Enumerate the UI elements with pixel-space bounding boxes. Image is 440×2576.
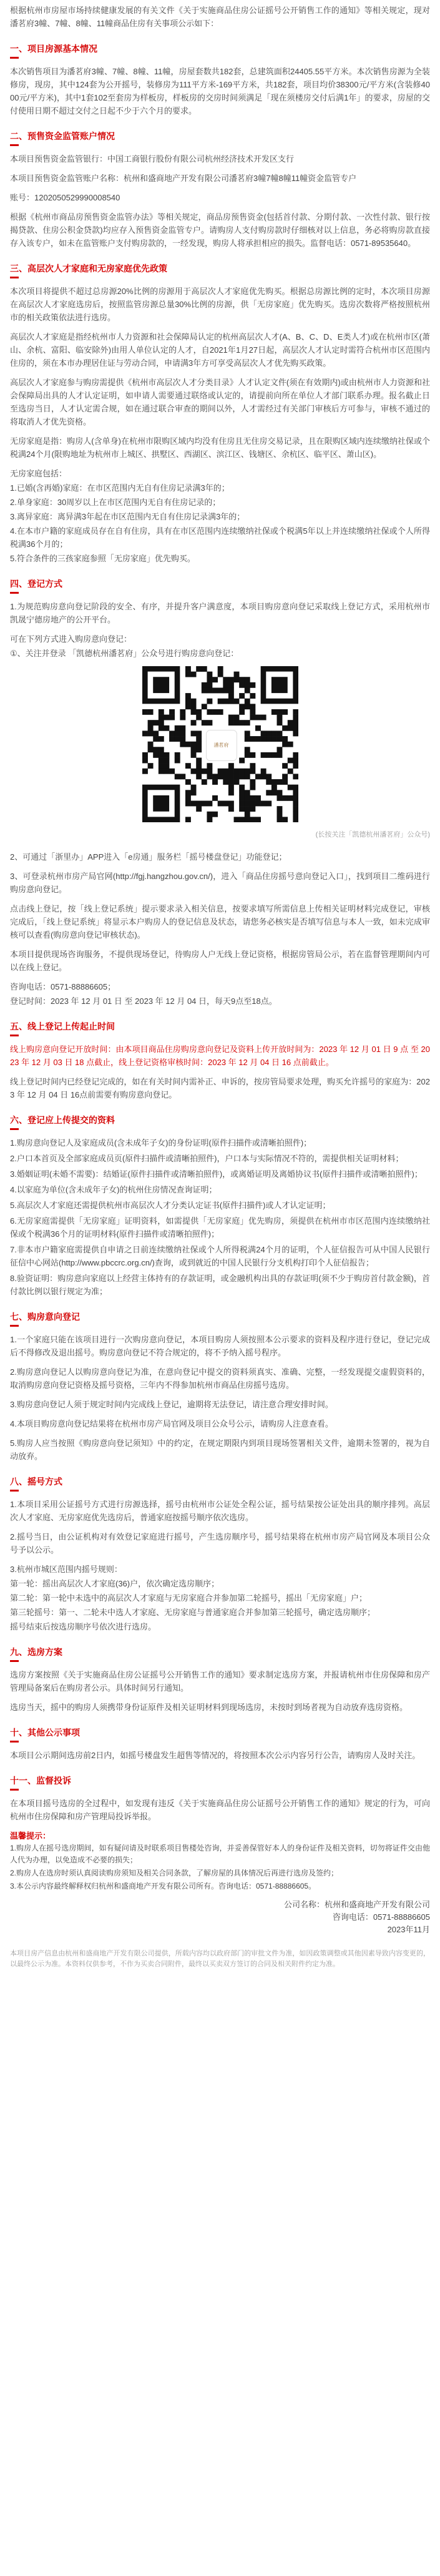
list-item: 8.验资证明：购房意向家庭以上经营主体持有的存款证明，或金融机构出具的存款证明(须不少于购房首付款金额)，首付款比例以银行规定为准； xyxy=(10,1274,430,1296)
section-8-p1: 1.本项目采用公证摇号方式进行房源选择，摇号由杭州市公证处全程公证，摇号结果按公证处出具的顺序排列。高层次人才家庭、无房家庭优先选房后，普通家庭按摇号顺序依次选房。 xyxy=(10,1500,430,1522)
section-8-list xyxy=(10,1577,430,1633)
signature-block xyxy=(10,1899,430,1936)
section-2-p4: 根据《杭州市商品房预售资金监管办法》等相关规定，商品房预售资金(包括首付款、分期付款、一次性付款、银行按揭贷款、住房公积金贷款)均应存入预售资金监管专户。请购房人支付购房款时仔细核对以上信息，务必将购房款直接存入该专户，如未在监管账户支付购房款的，一经发现，购房人将承担相应的损失。监督电话：0571-89535640。 xyxy=(10,212,430,248)
section-3-p3: 高层次人才家庭参与购房需提供《杭州市高层次人才分类目录》人才认定文件(须在有效期内)或由杭州市人力资源和社会保障局出具的人才认定证明，如申请人需要通过联络或认定的，请提前向所在单位人才部门联系办理。报名截止日至选房当日，人才认定需合规，如在通过联合审查的期间以外，人才需经过有关部门审核后方可参与，审核不通过的将取消人才优先资格。 xyxy=(10,378,430,426)
section-1-p1: 本次销售项目为潘茗府3幢、7幢、8幢、11幢，房屋套数共182套，总建筑面积24405.55平方米。本次销售房源为全装修房，现房，其中124套为公开摇号，装修房为111平方米-169平方米，共182套，项目均价38300元/平方米(含装修4000元/平方米)，其中1套102至套房为样板房，样板房的交房时间须满足「现在须楼房交付后满1年」的要求，房屋的交付使用日期不超过交付之日起不少于六个月的要求。 xyxy=(10,67,430,116)
section-5 xyxy=(10,1020,430,1101)
list-item: 1.已婚(含再婚)家庭：在市区范围内无自有住房记录满3年的； xyxy=(10,483,230,493)
section-8-p2: 2.摇号当日，由公证机构对有效登记家庭进行摇号，产生选房顺序号，摇号结果将在杭州市房产局官网及本项目公众号予以公示。 xyxy=(10,1532,430,1555)
section-2-p3: 账号：1202050529990008540 xyxy=(10,193,120,202)
list-item: 第三轮摇号：第一、二轮未中选人才家庭、无房家庭与普通家庭合并参加第三轮摇号，确定选房顺序； xyxy=(10,1608,376,1617)
qr-code[interactable] xyxy=(142,666,298,822)
tips-title: 温馨提示： xyxy=(10,1831,51,1841)
section-3-p4: 无房家庭是指：购房人(含单身)在杭州市限购区域内均没有住房且无住房交易记录，且在限购区域内连续缴纳社保或个税满24个月(限购地址为杭州市上城区、拱墅区、西湖区、滨江区、钱塘区、余杭区、临平区、萧山区)。 xyxy=(10,436,430,459)
section-4-p8: 咨询电话：0571-88886605； xyxy=(10,982,116,991)
footer-text: 本项目房产信息由杭州和盛商地产开发有限公司提供，所载内容均以政府部门的审批文件为准，如因政策调整或其他因素导致内容变更的，以最终公示为准。本资料仅供参考，不作为买卖合同附件，最终以买卖双方签订的合同及相关附件约定为准。 xyxy=(10,1950,430,1968)
section-5-title: 五、线上登记上传起止时间 xyxy=(10,1021,115,1031)
section-divider xyxy=(10,592,19,594)
list-item: 第一轮：摇出高层次人才家庭(36)户，依次确定选房顺序； xyxy=(10,1579,220,1588)
section-3-title: 三、高层次人才家庭和无房家庭优先政策 xyxy=(10,263,167,273)
section-7-p1: 1.一个家庭只能在该项目进行一次购房意向登记，本项目购房人须按照本公示要求的资料及程序进行登记，登记完成后不得修改及退出摇号。购房意向登记不符合规定的，将不予纳入摇号程序。 xyxy=(10,1335,430,1357)
section-divider xyxy=(10,277,19,278)
section-10-title: 十、其他公示事项 xyxy=(10,1728,80,1738)
list-item: 7.非本市户籍家庭需提供自申请之日前连续缴纳社保或个人所得税满24个月的证明，个人征信报告可从中国人民银行征信中心网站(http://www.pbccrc.org.cn/)查询，或到就近的中国人民银行分支机构打印个人征信报告； xyxy=(10,1245,430,1267)
section-divider xyxy=(10,1128,19,1130)
list-item: 2.单身家庭：30周岁以上在市区范围内无自有住房记录的； xyxy=(10,498,221,507)
list-item: 4.在本市户籍的家庭成员存在自有住房，具有在市区范围内连续缴纳社保或个税满5年以上并连续缴纳社保或个人所得税满36个月的； xyxy=(10,526,430,549)
list-item: 5.符合条件的三孩家庭参照「无房家庭」优先购买。 xyxy=(10,554,195,563)
section-4-p2: 可在下列方式进入购房意向登记： xyxy=(10,634,132,644)
section-8-p3: 3.杭州市城区范围内摇号规则： xyxy=(10,1565,122,1574)
signature-company: 公司名称：杭州和盛商地产开发有限公司 xyxy=(283,1900,430,1909)
list-item: 1.购房意向登记人及家庭成员(含未成年子女)的身份证明(原件扫描件或清晰拍照件)； xyxy=(10,1138,312,1148)
section-11-title: 十一、监督投诉 xyxy=(10,1776,71,1786)
section-4-p1: 1.为规范购房意向登记阶段的安全、有序，并提升客户满意度，本项目购房意向登记采取线上登记方式，采用杭州市凯晟宁德房地产的公开平台。 xyxy=(10,602,430,624)
list-item: 3.婚姻证明(未婚不需要)：结婚证(原件扫描件或清晰拍照件)，或离婚证明及离婚协议书(原件扫描件或清晰拍照件)； xyxy=(10,1169,423,1179)
section-8 xyxy=(10,1475,430,1633)
qr-logo-label: 潘茗府 xyxy=(213,742,229,748)
section-divider xyxy=(10,57,19,59)
section-divider xyxy=(10,1490,19,1492)
section-7-title: 七、购房意向登记 xyxy=(10,1312,80,1322)
section-2-p2: 本项目预售资金监管账户名称：杭州和盛商地产开发有限公司潘茗府3幢7幢8幢11幢资金监管专户 xyxy=(10,174,357,183)
list-item: 第二轮：第一轮中未选中的高层次人才家庭与无房家庭合并参加第二轮摇号，摇出「无房家庭」户； xyxy=(10,1593,368,1603)
section-10 xyxy=(10,1726,430,1762)
section-9-title: 九、选房方案 xyxy=(10,1647,62,1657)
section-8-title: 八、摇号方式 xyxy=(10,1477,62,1487)
section-4-title: 四、登记方式 xyxy=(10,579,62,589)
section-divider xyxy=(10,1789,19,1791)
intro-paragraph: 根据杭州市房屋市场持续健康发展的有关文件《关于实施商品住房公证摇号公开销售工作的通知》等相关规定，现对潘茗府3幢、7幢、8幢、11幢商品住房有关事项公示如下： xyxy=(10,6,430,28)
section-4 xyxy=(10,578,430,1008)
section-divider xyxy=(10,1035,19,1036)
section-3-p5: 无房家庭包括： xyxy=(10,469,67,478)
section-7-p2: 2.购房意向登记人以购房意向登记为准，在意向登记中提交的资料须真实、准确、完整，一经发现提交虚假资料的，取消购房意向登记资格及摇号资格，三年内不得参加杭州市商品住房摇号选房。 xyxy=(10,1367,430,1390)
section-7 xyxy=(10,1310,430,1463)
section-3-list xyxy=(10,481,430,565)
list-item: 3.离异家庭：离异满3年起在市区范围内无自有住房记录满3年的； xyxy=(10,512,245,521)
signature-phone: 咨询电话：0571-88886605 xyxy=(332,1912,430,1922)
section-7-p5: 5.购房人应当按照《购房意向登记须知》中的约定，在规定期限内到项目现场签署相关文件，逾期未签署的，视为自动放弃。 xyxy=(10,1438,430,1461)
section-11-p1: 在本项目摇号选房的全过程中，如发现有违反《关于实施商品住房公证摇号公开销售工作的通知》规定的行为，可向杭州市住房保障和房产管理局投诉举报。 xyxy=(10,1799,430,1821)
section-divider xyxy=(10,144,19,146)
section-divider xyxy=(10,1660,19,1662)
tips-item: 2.购房人在选房时须认真阅读购房须知及相关合同条款，了解房屋的具体情况后再进行选房及签约； xyxy=(10,1869,339,1877)
section-4-p4: 2、可通过「浙里办」APP进入「e房通」服务栏「摇号楼盘登记」功能登记； xyxy=(10,852,287,862)
section-6-list xyxy=(10,1136,430,1298)
section-11 xyxy=(10,1774,430,1823)
section-4-p5: 3、可登录杭州市房产局官网(http://fgj.hangzhou.gov.cn/)，进入「商品住房摇号意向登记入口」，找到项目二维码进行购房意向登记。 xyxy=(10,872,430,894)
tips-item: 3.本公示内容最终解释权归杭州和盛商地产开发有限公司所有。咨询电话：0571-88886605。 xyxy=(10,1882,316,1890)
section-9-p1: 选房方案按照《关于实施商品住房公证摇号公开销售工作的通知》要求制定选房方案，并报请杭州市住房保障和房产管理局备案后在购房者公示。具体时间另行通知。 xyxy=(10,1670,430,1693)
section-2-title: 二、预售资金监管账户情况 xyxy=(10,131,115,141)
signature-date: 2023年11月 xyxy=(387,1925,430,1934)
section-3-p1: 本次项目将提供不超过总房源20%比例的房源用于高层次人才家庭优先购买。根据总房源比例的定时，本次项目房源在高层次人才家庭选房后，按照监管房源总量30%比例的房源，供「无房家庭」优先购买。选房次数将严格按照杭州市的相关政策依法进行选房。 xyxy=(10,287,430,322)
section-5-p1: 线上购房意向登记开放时间：由本项目商品住房购房意向登记及资料上传开放时间为：2023 年 12 月 01 日 9 点 至 2023 年 12 月 03 日 18 点截止，线上登记资格审核时间：2023 年 12 月 04 日 16 点前截止。 xyxy=(10,1045,430,1067)
list-item: 2.户口本首页及全部家庭成员页(原件扫描件或清晰拍照件)，户口本与实际情况不符的，需提供相关证明材料； xyxy=(10,1154,404,1163)
section-divider xyxy=(10,1325,19,1327)
section-4-p6: 点击线上登记，按「线上登记系统」提示要求录入相关信息，按要求填写所需信息上传相关证明材料完成登记，审核完成后，「线上登记系统」将显示本户购房人的登记信息及状态，请您务必核实是否填写信息与本人一致，如未完成审核可以查看(购房意向登记审核状态)。 xyxy=(10,904,430,940)
list-item: 摇号结束后按选房顺序号依次进行选房。 xyxy=(10,1622,157,1631)
section-2-p1: 本项目预售资金监管银行：中国工商银行股份有限公司杭州经济技术开发区支行 xyxy=(10,154,295,164)
section-4-p7: 本项目提供现场咨询服务，不提供现场登记，待购房人户无线上登记资格，根据房管局公示，若在监督管理期间内可以在线上登记。 xyxy=(10,950,430,972)
section-9-p2: 选房当天，摇中的购房人须携带身份证原件及相关证明材料到现场选房，未按时到场者视为自动放弃选房资格。 xyxy=(10,1703,408,1712)
qr-code-block xyxy=(10,666,430,826)
list-item: 5.高层次人才家庭还需提供杭州市高层次人才分类认定证书(原件扫描件)或人才认定证明； xyxy=(10,1201,331,1210)
section-4-p3: ①、关注并登录 「凯德杭州潘茗府」公众号进行购房意向登记： xyxy=(10,649,239,658)
section-1 xyxy=(10,42,430,117)
section-4-p9: 登记时间：2023 年 12 月 01 日 至 2023 年 12 月 04 日，每天9点至18点。 xyxy=(10,996,277,1006)
section-5-p2: 线上登记时间内已经登记完成的，如在有关时间内需补正、申诉的，按房管局要求处理，购买允许摇号的家庭为：2023 年 12 月 04 日 16点前需要有购房意向登记。 xyxy=(10,1077,430,1099)
section-7-p3: 3.购房意向登记人须于规定时间内完成线上登记，逾期将无法登记，请注意合理安排时间。 xyxy=(10,1400,333,1409)
section-10-p1: 本项目公示期间选房前2日内，如摇号楼盘发生超售等情况的，将按照本次公示内容另行公告，请购房人及时关注。 xyxy=(10,1751,421,1760)
section-9 xyxy=(10,1646,430,1714)
tips-block xyxy=(10,1829,430,1892)
list-item: 4.以家庭为单位(含未成年子女)的杭州住房情况查询证明； xyxy=(10,1185,217,1194)
section-2 xyxy=(10,130,430,250)
tips-item: 1.购房人在摇号选房期间，如有疑问请及时联系项目售楼处咨询，并妥善保管好本人的身份证件及相关资料，切勿将证件交由他人代为办理，以免造成不必要的损失； xyxy=(10,1844,430,1864)
section-divider xyxy=(10,1741,19,1743)
footer-disclaimer xyxy=(10,1949,430,1970)
section-6 xyxy=(10,1114,430,1298)
list-item: 6.无房家庭需提供「无房家庭」证明资料，如需提供「无房家庭」优先购房，须提供在杭州市市区范围内连续缴纳社保或个税满36个月的证明材料(原件扫描件或清晰拍照件)； xyxy=(10,1216,430,1239)
section-3 xyxy=(10,262,430,565)
section-7-p4: 4.本项目购房意向登记结果将在杭州市房产局官网及项目公众号公示，请购房人注意查看。 xyxy=(10,1419,333,1428)
section-3-p2: 高层次人才家庭是指经杭州市人力资源和社会保障局认定的杭州高层次人才(A、B、C、D、E类人才)或在杭州市区(萧山、余杭、富阳、临安除外)由用人单位认定的人才，自2021年1月27日起，高层次人才认定时需符合杭州市区范围内住房的，须在本市办理居住证与劳动合同，申请满3年方可享受高层次人才优先购买政策。 xyxy=(10,332,430,368)
section-6-title: 六、登记应上传提交的资料 xyxy=(10,1115,115,1125)
qr-logo xyxy=(207,730,237,760)
qr-caption: (长按关注「凯德杭州潘茗府」公众号) xyxy=(315,831,430,838)
section-1-title: 一、项目房源基本情况 xyxy=(10,44,97,54)
